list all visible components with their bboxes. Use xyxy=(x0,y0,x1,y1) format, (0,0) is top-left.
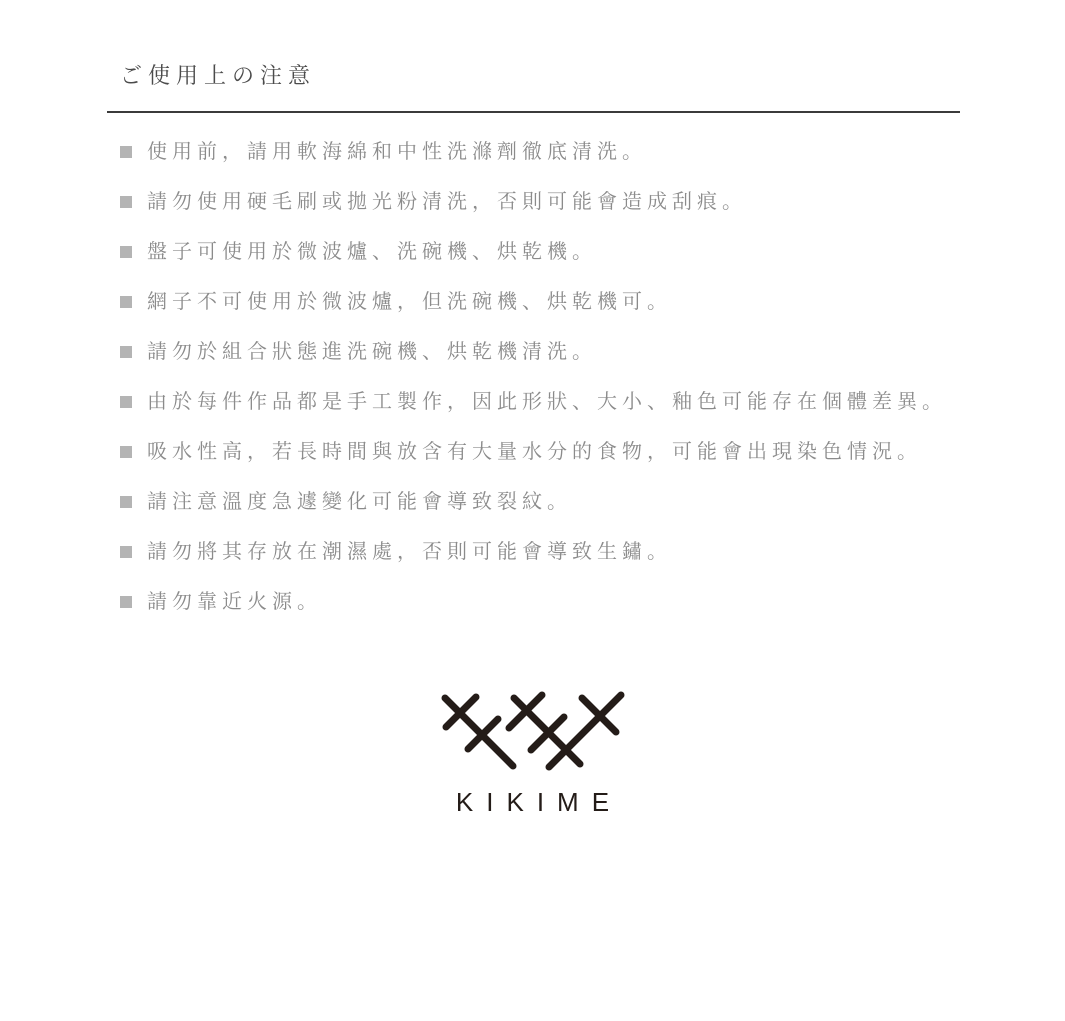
note-text: 請勿於組合狀態進洗碗機、烘乾機清洗。 xyxy=(147,341,597,363)
title-divider xyxy=(107,111,960,113)
bullet-square-icon xyxy=(120,596,132,608)
note-text: 由於每件作品都是手工製作，因此形狀、大小、釉色可能存在個體差異。 xyxy=(147,391,947,413)
note-text: 請注意溫度急遽變化可能會導致裂紋。 xyxy=(147,491,572,513)
note-text: 盤子可使用於微波爐、洗碗機、烘乾機。 xyxy=(147,241,597,263)
bullet-square-icon xyxy=(120,546,132,558)
bullet-square-icon xyxy=(120,146,132,158)
bullet-square-icon xyxy=(120,446,132,458)
note-text: 請勿靠近火源。 xyxy=(147,591,322,613)
note-text: 使用前，請用軟海綿和中性洗滌劑徹底清洗。 xyxy=(147,141,647,163)
list-item xyxy=(120,342,947,362)
bullet-square-icon xyxy=(120,496,132,508)
brand-wordmark: KIKIME xyxy=(455,787,623,817)
note-text: 請勿將其存放在潮濕處，否則可能會導致生鏽。 xyxy=(147,541,672,563)
notes-list xyxy=(120,142,947,642)
kikime-cross-stitch-mark-icon xyxy=(441,691,625,771)
page-title: ご使用上の注意 xyxy=(120,63,317,88)
list-item xyxy=(120,542,947,562)
list-item xyxy=(120,142,947,162)
note-text: 請勿使用硬毛刷或拋光粉清洗，否則可能會造成刮痕。 xyxy=(147,191,747,213)
list-item xyxy=(120,192,947,212)
list-item xyxy=(120,592,947,612)
list-item xyxy=(120,392,947,412)
bullet-square-icon xyxy=(120,346,132,358)
list-item xyxy=(120,492,947,512)
bullet-square-icon xyxy=(120,396,132,408)
bullet-square-icon xyxy=(120,196,132,208)
bullet-square-icon xyxy=(120,246,132,258)
note-text: 網子不可使用於微波爐，但洗碗機、烘乾機可。 xyxy=(147,291,672,313)
brand-footer xyxy=(0,691,1065,815)
list-item xyxy=(120,292,947,312)
bullet-square-icon xyxy=(120,296,132,308)
list-item xyxy=(120,242,947,262)
note-text: 吸水性高，若長時間與放含有大量水分的食物，可能會出現染色情況。 xyxy=(147,441,922,463)
list-item xyxy=(120,442,947,462)
